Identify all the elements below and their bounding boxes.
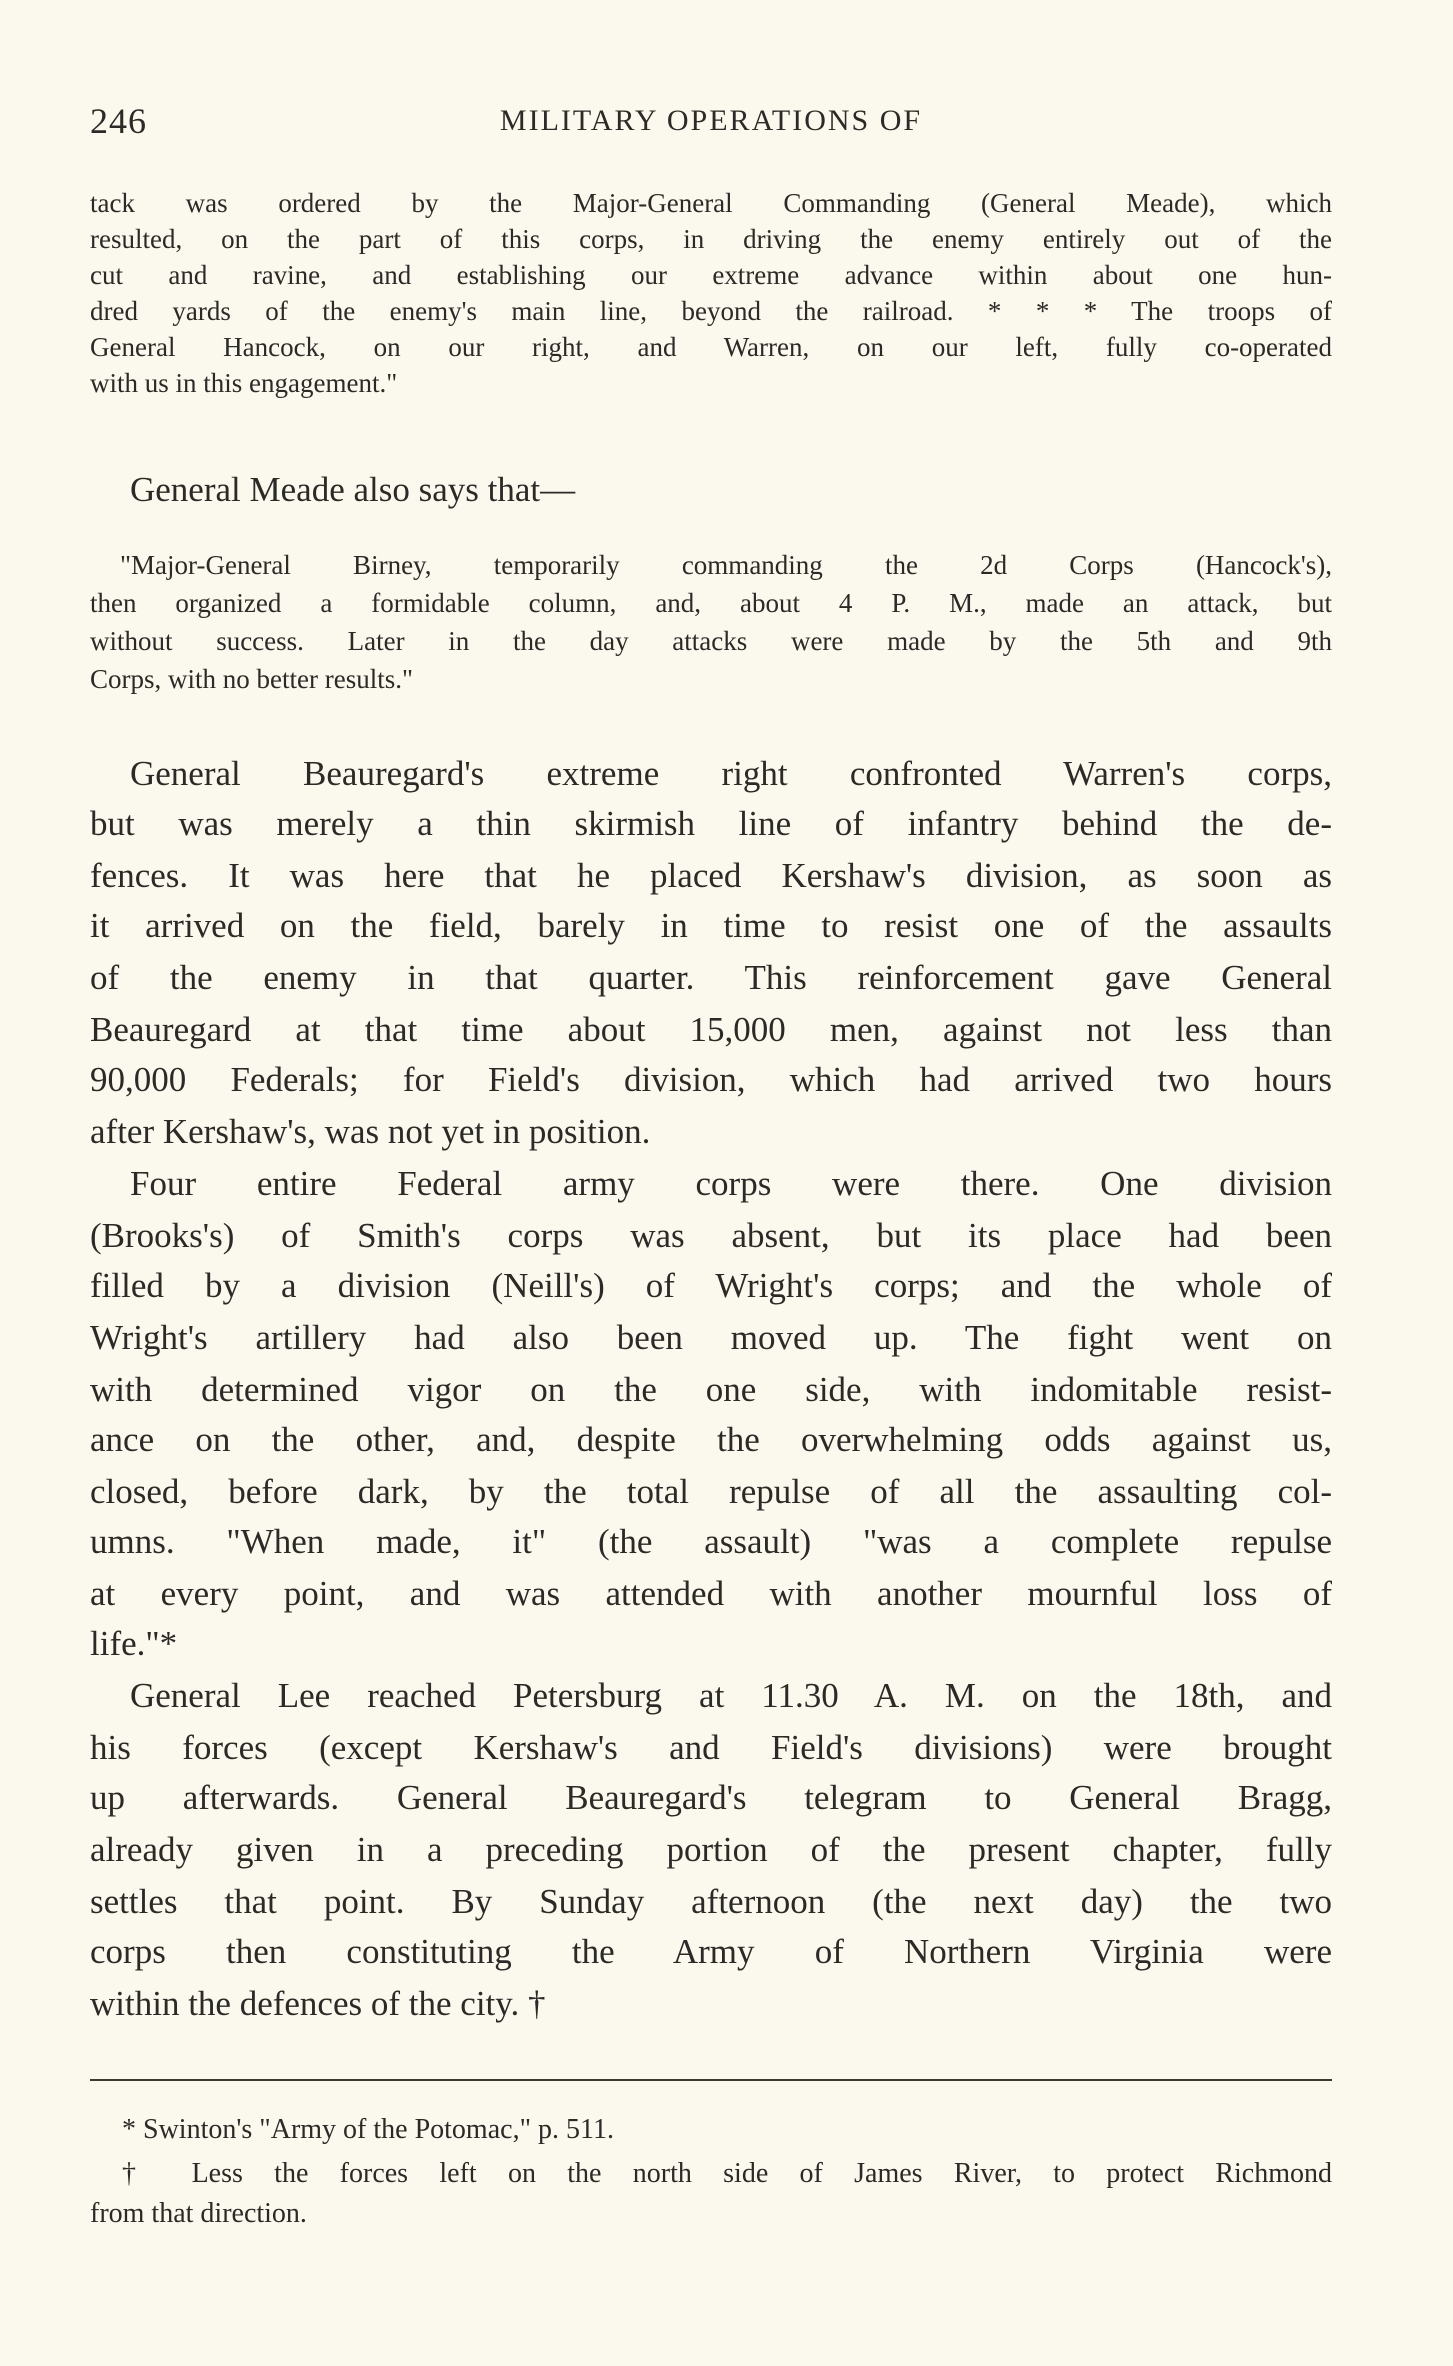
text-line: General Lee reached Petersburg at 11.30 A. M. on the 18th, and xyxy=(130,1676,1332,1715)
text-line: settles that point. By Sunday afternoon (the next day) the two xyxy=(90,1882,1332,1921)
quote-line: Corps, with no better results." xyxy=(90,664,413,694)
footnote-line: from that direction. xyxy=(90,2198,307,2229)
text-line: of the enemy in that quarter. This reinforcement gave General xyxy=(90,958,1332,997)
text-line: with determined vigor on the one side, with indomitable resist- xyxy=(90,1370,1332,1409)
text-line: already given in a preceding portion of the present chapter, fully xyxy=(90,1830,1332,1869)
footnote-line: * Swinton's "Army of the Potomac," p. 511. xyxy=(122,2114,614,2145)
footnote-line: † Less the forces left on the north side of James River, to protect Richmond xyxy=(122,2158,1332,2189)
text-line: General Hancock, on our right, and Warren, on our left, fully co-operated xyxy=(90,332,1332,362)
quote-line: without success. Later in the day attacks were made by the 5th and 9th xyxy=(90,626,1332,656)
text-line: filled by a division (Neill's) of Wright's corps; and the whole of xyxy=(90,1266,1332,1305)
text-line: (Brooks's) of Smith's corps was absent, but its place had been xyxy=(90,1216,1332,1255)
text-line: ance on the other, and, despite the overwhelming odds against us, xyxy=(90,1420,1332,1459)
text-line: life."* xyxy=(90,1624,178,1663)
text-line: fences. It was here that he placed Kershaw's division, as soon as xyxy=(90,856,1332,895)
text-line: Beauregard at that time about 15,000 men, against not less than xyxy=(90,1010,1332,1049)
quote-line: "Major-General Birney, temporarily commanding the 2d Corps (Hancock's), xyxy=(120,550,1332,580)
text-line: corps then constituting the Army of Northern Virginia were xyxy=(90,1932,1332,1971)
text-line: resulted, on the part of this corps, in driving the enemy entirely out of the xyxy=(90,224,1332,254)
text-line: closed, before dark, by the total repulse of all the assaulting col- xyxy=(90,1472,1332,1511)
text-line: Four entire Federal army corps were there. One division xyxy=(130,1164,1332,1203)
page-header xyxy=(90,100,1332,150)
text-line: up afterwards. General Beauregard's telegram to General Bragg, xyxy=(90,1778,1332,1817)
text-line: within the defences of the city. † xyxy=(90,1984,546,2023)
text-line: with us in this engagement." xyxy=(90,368,398,398)
text-line: cut and ravine, and establishing our extreme advance within about one hun- xyxy=(90,260,1332,290)
text-line: his forces (except Kershaw's and Field's divisions) were brought xyxy=(90,1728,1332,1767)
text-line: General Beauregard's extreme right confronted Warren's corps, xyxy=(130,754,1332,793)
page-number: 246 xyxy=(90,101,147,141)
text-line: tack was ordered by the Major-General Commanding (General Meade), which xyxy=(90,188,1332,218)
text-line: General Meade also says that— xyxy=(130,470,576,509)
footnote-divider xyxy=(90,2079,1332,2081)
text-line: umns. "When made, it" (the assault) "was a complete repulse xyxy=(90,1522,1332,1561)
running-head: MILITARY OPERATIONS OF xyxy=(499,104,923,137)
text-line: after Kershaw's, was not yet in position. xyxy=(90,1112,651,1151)
text-line: Wright's artillery had also been moved up. The fight went on xyxy=(90,1318,1332,1357)
text-line: but was merely a thin skirmish line of infantry behind the de- xyxy=(90,804,1332,843)
quote-line: then organized a formidable column, and, about 4 P. M., made an attack, but xyxy=(90,588,1332,618)
text-line: it arrived on the field, barely in time to resist one of the assaults xyxy=(90,906,1332,945)
text-line: at every point, and was attended with another mournful loss of xyxy=(90,1574,1332,1613)
text-line: 90,000 Federals; for Field's division, which had arrived two hours xyxy=(90,1060,1332,1099)
text-line: dred yards of the enemy's main line, beyond the railroad. * * * The troops of xyxy=(90,296,1332,326)
